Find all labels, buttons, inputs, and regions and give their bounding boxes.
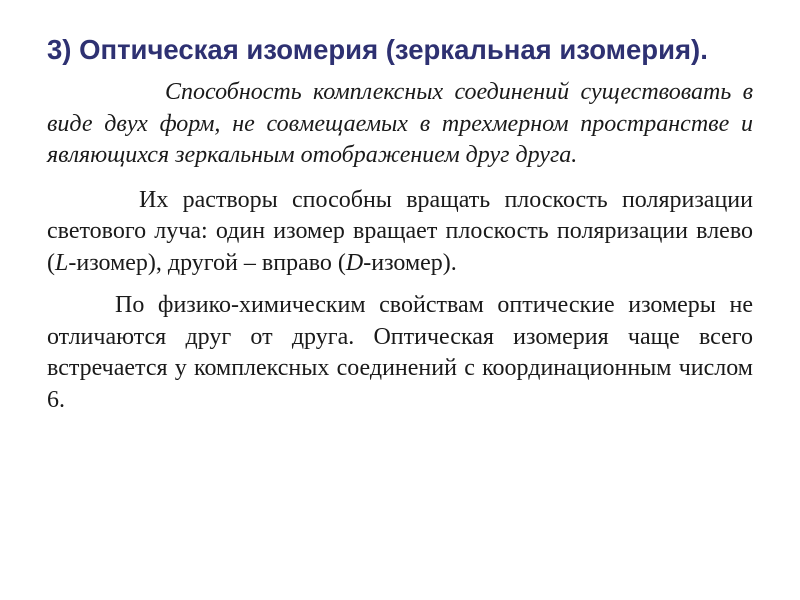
rotation-paragraph xyxy=(47,185,753,280)
properties-paragraph: По физико-химическим свойствам оптические изомеры не отличаются друг от друга. Оптическая изомерия чаще всего встречается у комплексных соединений с координационным числом 6. xyxy=(47,292,753,413)
l-isomer-letter: L xyxy=(55,249,69,276)
rotation-text-part2: -изомер), другой – вправо ( xyxy=(68,249,346,276)
slide-content xyxy=(47,30,753,427)
d-isomer-letter: D xyxy=(345,249,364,276)
definition-paragraph: Способность комплексных соединений существовать в виде двух форм, не совмещаемых в трехмерном пространстве и являющихся зеркальным отображением друг друга. xyxy=(47,79,753,168)
rotation-text-part3: -изомер). xyxy=(363,249,457,276)
rotation-text-part1: Их растворы способны вращать плоскость поляризации светового луча: один изомер вращает плоскость поляризации влево ( xyxy=(47,186,753,276)
slide-heading: 3) Оптическая изомерия (зеркальная изомерия). xyxy=(47,34,708,65)
